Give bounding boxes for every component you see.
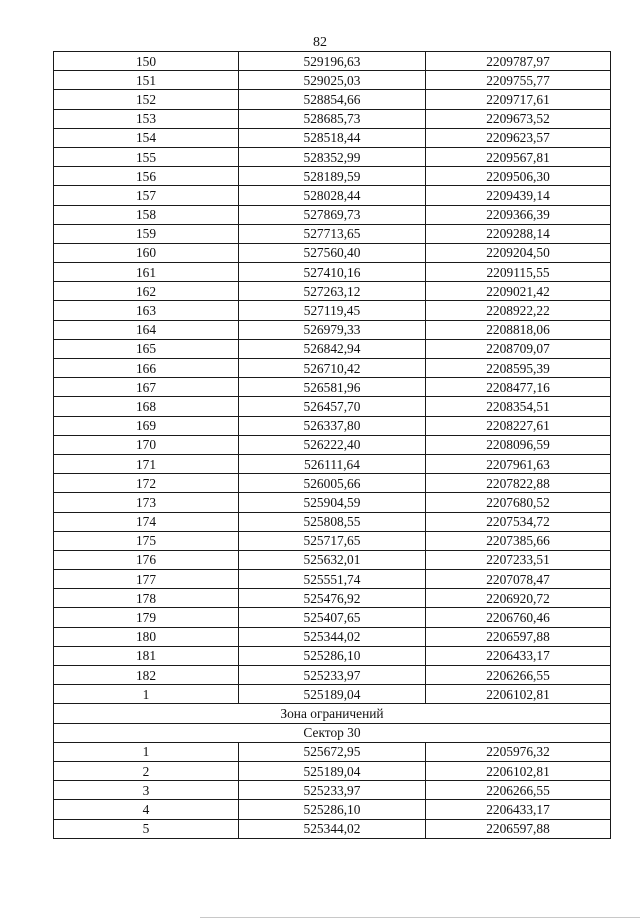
point-number-cell: 168 [54,397,239,416]
point-number-cell: 1 [54,742,239,761]
x-coordinate-cell: 525344,02 [239,819,426,838]
table-row [54,608,611,627]
x-coordinate-cell: 526337,80 [239,416,426,435]
x-coordinate-cell: 526222,40 [239,435,426,454]
table-row [54,147,611,166]
coordinates-table [53,51,611,839]
table-row [54,339,611,358]
x-coordinate-cell: 526710,42 [239,359,426,378]
y-coordinate-cell: 2208096,59 [426,435,611,454]
x-coordinate-cell: 527560,40 [239,243,426,262]
x-coordinate-cell: 526457,70 [239,397,426,416]
y-coordinate-cell: 2206597,88 [426,627,611,646]
scan-edge-line [200,917,640,918]
y-coordinate-cell: 2208595,39 [426,359,611,378]
point-number-cell: 175 [54,531,239,550]
table-row [54,320,611,339]
x-coordinate-cell: 527119,45 [239,301,426,320]
x-coordinate-cell: 529196,63 [239,52,426,71]
x-coordinate-cell: 525344,02 [239,627,426,646]
y-coordinate-cell: 2207680,52 [426,493,611,512]
table-row [54,52,611,71]
point-number-cell: 159 [54,224,239,243]
table-row [54,186,611,205]
x-coordinate-cell: 525904,59 [239,493,426,512]
y-coordinate-cell: 2208227,61 [426,416,611,435]
table-row [54,90,611,109]
y-coordinate-cell: 2209787,97 [426,52,611,71]
x-coordinate-cell: 527410,16 [239,263,426,282]
x-coordinate-cell: 525286,10 [239,646,426,665]
y-coordinate-cell: 2207534,72 [426,512,611,531]
table-row [54,512,611,531]
point-number-cell: 179 [54,608,239,627]
point-number-cell: 174 [54,512,239,531]
x-coordinate-cell: 526979,33 [239,320,426,339]
table-row [54,416,611,435]
y-coordinate-cell: 2209623,57 [426,128,611,147]
coordinates-table-body [54,52,611,839]
x-coordinate-cell: 526581,96 [239,378,426,397]
x-coordinate-cell: 525233,97 [239,781,426,800]
point-number-cell: 167 [54,378,239,397]
table-row [54,800,611,819]
y-coordinate-cell: 2209021,42 [426,282,611,301]
table-row [54,282,611,301]
point-number-cell: 158 [54,205,239,224]
section-title: Сектор 30 [54,723,611,742]
x-coordinate-cell: 525189,04 [239,761,426,780]
y-coordinate-cell: 2209439,14 [426,186,611,205]
table-row [54,435,611,454]
table-row [54,397,611,416]
x-coordinate-cell: 525476,92 [239,589,426,608]
table-row [54,205,611,224]
table-row [54,109,611,128]
y-coordinate-cell: 2208922,22 [426,301,611,320]
table-row [54,531,611,550]
x-coordinate-cell: 528518,44 [239,128,426,147]
section-row [54,704,611,723]
point-number-cell: 4 [54,800,239,819]
point-number-cell: 169 [54,416,239,435]
point-number-cell: 180 [54,627,239,646]
point-number-cell: 152 [54,90,239,109]
y-coordinate-cell: 2207078,47 [426,570,611,589]
x-coordinate-cell: 525551,74 [239,570,426,589]
point-number-cell: 181 [54,646,239,665]
x-coordinate-cell: 528028,44 [239,186,426,205]
point-number-cell: 176 [54,550,239,569]
point-number-cell: 153 [54,109,239,128]
point-number-cell: 182 [54,666,239,685]
point-number-cell: 177 [54,570,239,589]
point-number-cell: 157 [54,186,239,205]
table-row [54,781,611,800]
y-coordinate-cell: 2209115,55 [426,263,611,282]
x-coordinate-cell: 526111,64 [239,454,426,473]
table-row [54,589,611,608]
table-row [54,570,611,589]
table-row [54,167,611,186]
table-row [54,493,611,512]
table-row [54,454,611,473]
y-coordinate-cell: 2206266,55 [426,666,611,685]
point-number-cell: 154 [54,128,239,147]
y-coordinate-cell: 2206433,17 [426,800,611,819]
point-number-cell: 164 [54,320,239,339]
y-coordinate-cell: 2207961,63 [426,454,611,473]
x-coordinate-cell: 525189,04 [239,685,426,704]
y-coordinate-cell: 2208709,07 [426,339,611,358]
x-coordinate-cell: 526005,66 [239,474,426,493]
x-coordinate-cell: 525808,55 [239,512,426,531]
x-coordinate-cell: 525233,97 [239,666,426,685]
point-number-cell: 160 [54,243,239,262]
table-row [54,359,611,378]
y-coordinate-cell: 2209288,14 [426,224,611,243]
table-row [54,550,611,569]
table-row [54,263,611,282]
y-coordinate-cell: 2206266,55 [426,781,611,800]
point-number-cell: 161 [54,263,239,282]
point-number-cell: 1 [54,685,239,704]
y-coordinate-cell: 2207822,88 [426,474,611,493]
y-coordinate-cell: 2206597,88 [426,819,611,838]
table-row [54,819,611,838]
y-coordinate-cell: 2208354,51 [426,397,611,416]
y-coordinate-cell: 2206102,81 [426,761,611,780]
point-number-cell: 166 [54,359,239,378]
x-coordinate-cell: 525286,10 [239,800,426,819]
table-row [54,301,611,320]
table-row [54,761,611,780]
y-coordinate-cell: 2206760,46 [426,608,611,627]
point-number-cell: 156 [54,167,239,186]
y-coordinate-cell: 2209673,52 [426,109,611,128]
table-row [54,474,611,493]
y-coordinate-cell: 2208477,16 [426,378,611,397]
point-number-cell: 172 [54,474,239,493]
y-coordinate-cell: 2209567,81 [426,147,611,166]
table-row [54,666,611,685]
x-coordinate-cell: 525672,95 [239,742,426,761]
table-row [54,243,611,262]
point-number-cell: 178 [54,589,239,608]
x-coordinate-cell: 529025,03 [239,71,426,90]
x-coordinate-cell: 525407,65 [239,608,426,627]
x-coordinate-cell: 528685,73 [239,109,426,128]
y-coordinate-cell: 2207385,66 [426,531,611,550]
table-row [54,742,611,761]
point-number-cell: 2 [54,761,239,780]
x-coordinate-cell: 526842,94 [239,339,426,358]
table-row [54,627,611,646]
point-number-cell: 151 [54,71,239,90]
y-coordinate-cell: 2208818,06 [426,320,611,339]
page-number: 82 [313,35,327,50]
x-coordinate-cell: 528352,99 [239,147,426,166]
point-number-cell: 170 [54,435,239,454]
x-coordinate-cell: 527263,12 [239,282,426,301]
y-coordinate-cell: 2209366,39 [426,205,611,224]
point-number-cell: 3 [54,781,239,800]
y-coordinate-cell: 2209717,61 [426,90,611,109]
point-number-cell: 155 [54,147,239,166]
x-coordinate-cell: 528854,66 [239,90,426,109]
table-row [54,685,611,704]
table-row [54,128,611,147]
table-row [54,224,611,243]
y-coordinate-cell: 2206102,81 [426,685,611,704]
x-coordinate-cell: 528189,59 [239,167,426,186]
point-number-cell: 173 [54,493,239,512]
table-row [54,378,611,397]
point-number-cell: 162 [54,282,239,301]
table-row [54,71,611,90]
y-coordinate-cell: 2209506,30 [426,167,611,186]
point-number-cell: 163 [54,301,239,320]
y-coordinate-cell: 2209755,77 [426,71,611,90]
y-coordinate-cell: 2205976,32 [426,742,611,761]
x-coordinate-cell: 525717,65 [239,531,426,550]
x-coordinate-cell: 527713,65 [239,224,426,243]
section-title: Зона ограничений [54,704,611,723]
x-coordinate-cell: 525632,01 [239,550,426,569]
y-coordinate-cell: 2206433,17 [426,646,611,665]
x-coordinate-cell: 527869,73 [239,205,426,224]
y-coordinate-cell: 2206920,72 [426,589,611,608]
section-row [54,723,611,742]
point-number-cell: 171 [54,454,239,473]
point-number-cell: 165 [54,339,239,358]
point-number-cell: 150 [54,52,239,71]
table-row [54,646,611,665]
y-coordinate-cell: 2207233,51 [426,550,611,569]
y-coordinate-cell: 2209204,50 [426,243,611,262]
point-number-cell: 5 [54,819,239,838]
